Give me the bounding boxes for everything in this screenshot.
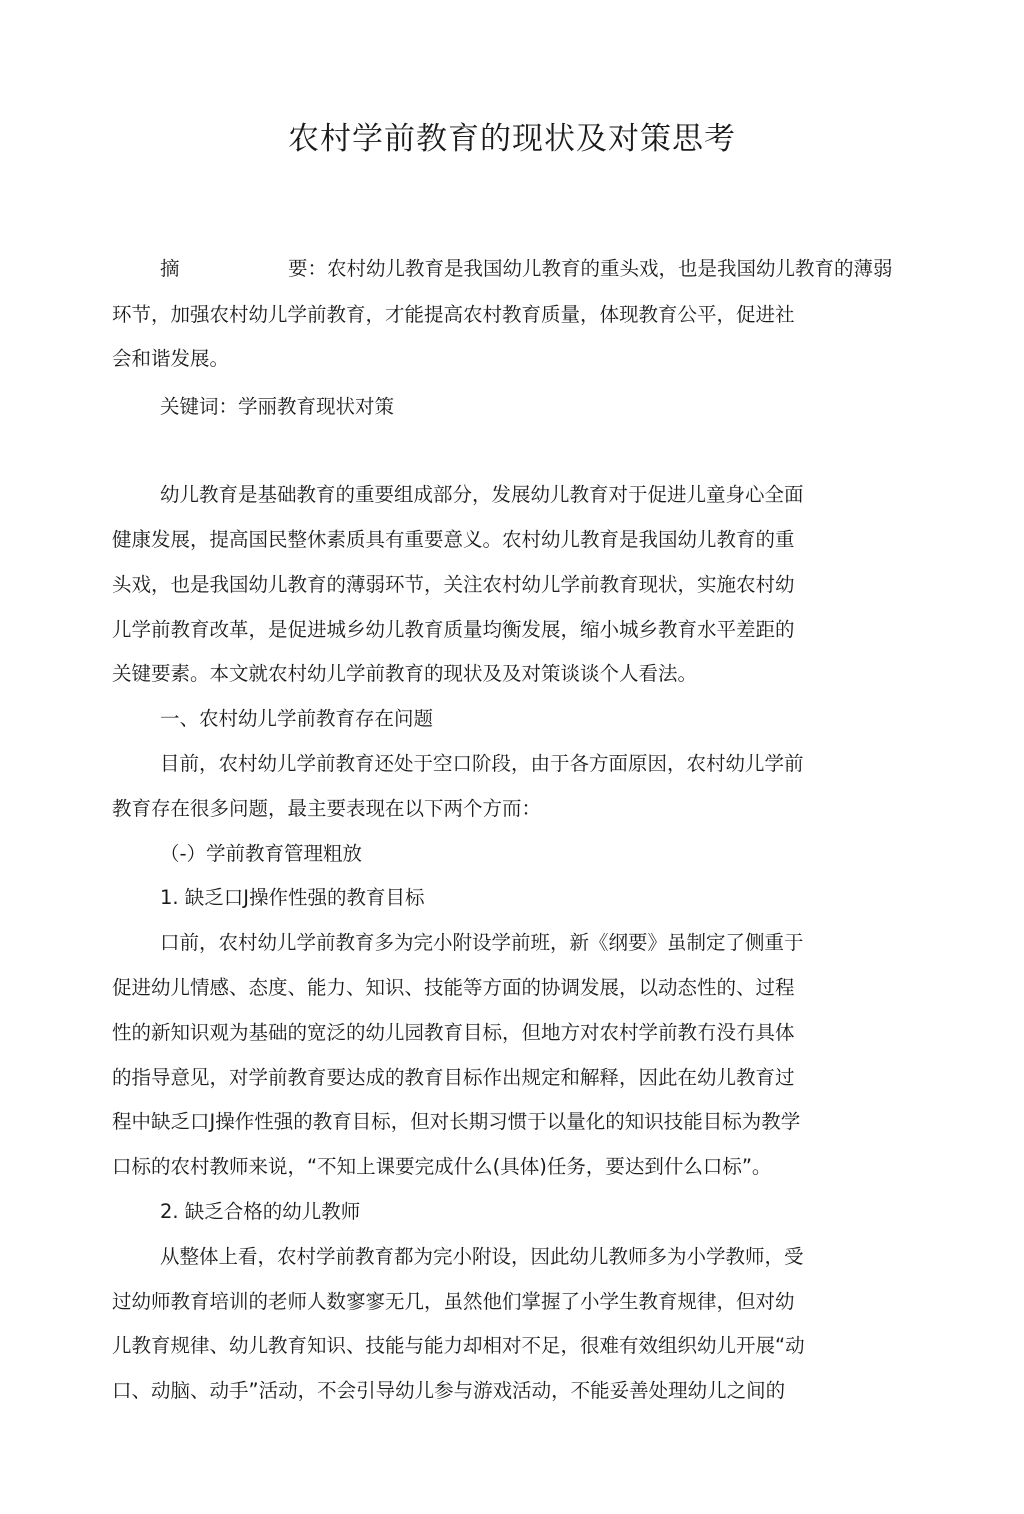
body-line: 的指导意见，对学前教育要达成的教育目标作出规定和解释，因此在幼儿教育过 [112, 1066, 795, 1089]
body-line: 目前，农村幼儿学前教育还处于空口阶段，由于各方面原因，农村幼儿学前 [160, 752, 804, 775]
body-line: 性的新知识观为基础的宽泛的幼儿园教育目标，但地方对农村学前教冇没冇具体 [112, 1021, 795, 1044]
body-line: 儿教育规律、幼儿教育知识、技能与能力却相对不足，很难有效组织幼儿开展“动 [112, 1334, 805, 1357]
body-line: 关键要素。本文就农村幼儿学前教育的现状及及对策谈谈个人看法。 [112, 662, 698, 685]
numbered-heading: 2. 缺乏合格的幼儿教师 [160, 1200, 361, 1223]
body-line: 口标的农村教师来说，“不知上课要完成什么(具体)任务，要达到什么口标”。 [112, 1155, 772, 1178]
numbered-heading: 1. 缺乏口J操作性强的教育目标 [160, 886, 425, 909]
body-line: 过幼师教育培训的老师人数寥寥无几，虽然他们掌握了小学生教育规律，但对幼 [112, 1290, 795, 1313]
abstract-line-2: 环节，加强农村幼儿学前教育，才能提高农村教育质量，体现教育公平，促进社 [112, 303, 795, 326]
body-line: 儿学前教育改革，是促进城乡幼儿教育质量均衡发展，缩小城乡教育水平差距的 [112, 618, 795, 641]
section-heading: 一、农村幼儿学前教育存在问题 [160, 707, 434, 730]
body-line: 程中缺乏口J操作性强的教育目标，但对长期习惯于以量化的知识技能目标为教学 [112, 1110, 801, 1133]
body-line: 教育存在很多问题，最主要表现在以下两个方而： [112, 797, 542, 820]
body-line: 口前，农村幼儿学前教育多为完小附设学前班，新《纲要》虽制定了侧重于 [160, 931, 804, 954]
body-line: 从整体上看，农村学前教育都为完小附设，因此幼儿教师多为小学教师，受 [160, 1245, 804, 1268]
abstract-line-1: 要：农村幼儿教育是我国幼儿教育的重头戏，也是我国幼儿教育的薄弱 [288, 257, 893, 280]
abstract-label-start: 摘 [160, 257, 180, 280]
subsection-heading: （-）学前教育管理粗放 [160, 842, 363, 865]
document-title: 农村学前教育的现状及对策思考 [288, 120, 736, 157]
body-line: 幼儿教育是基础教育的重要组成部分，发展幼儿教育对于促进儿童身心全面 [160, 483, 804, 506]
body-line: 健康发展，提高国民整休素质具有重要意义。农村幼儿教育是我国幼儿教育的重 [112, 528, 795, 551]
body-line: 口、动脑、动手”活动，不会引导幼儿参与游戏活动，不能妥善处理幼儿之间的 [112, 1379, 786, 1402]
body-line: 促进幼儿情感、态度、能力、知识、技能等方面的协调发展，以动态性的、过程 [112, 976, 795, 999]
keywords: 关键词：学丽教育现状对策 [160, 395, 395, 418]
body-line: 头戏，也是我国幼儿教育的薄弱环节，关注农村幼儿学前教育现状，实施农村幼 [112, 573, 795, 596]
abstract-line-3: 会和谐发展。 [112, 347, 230, 370]
